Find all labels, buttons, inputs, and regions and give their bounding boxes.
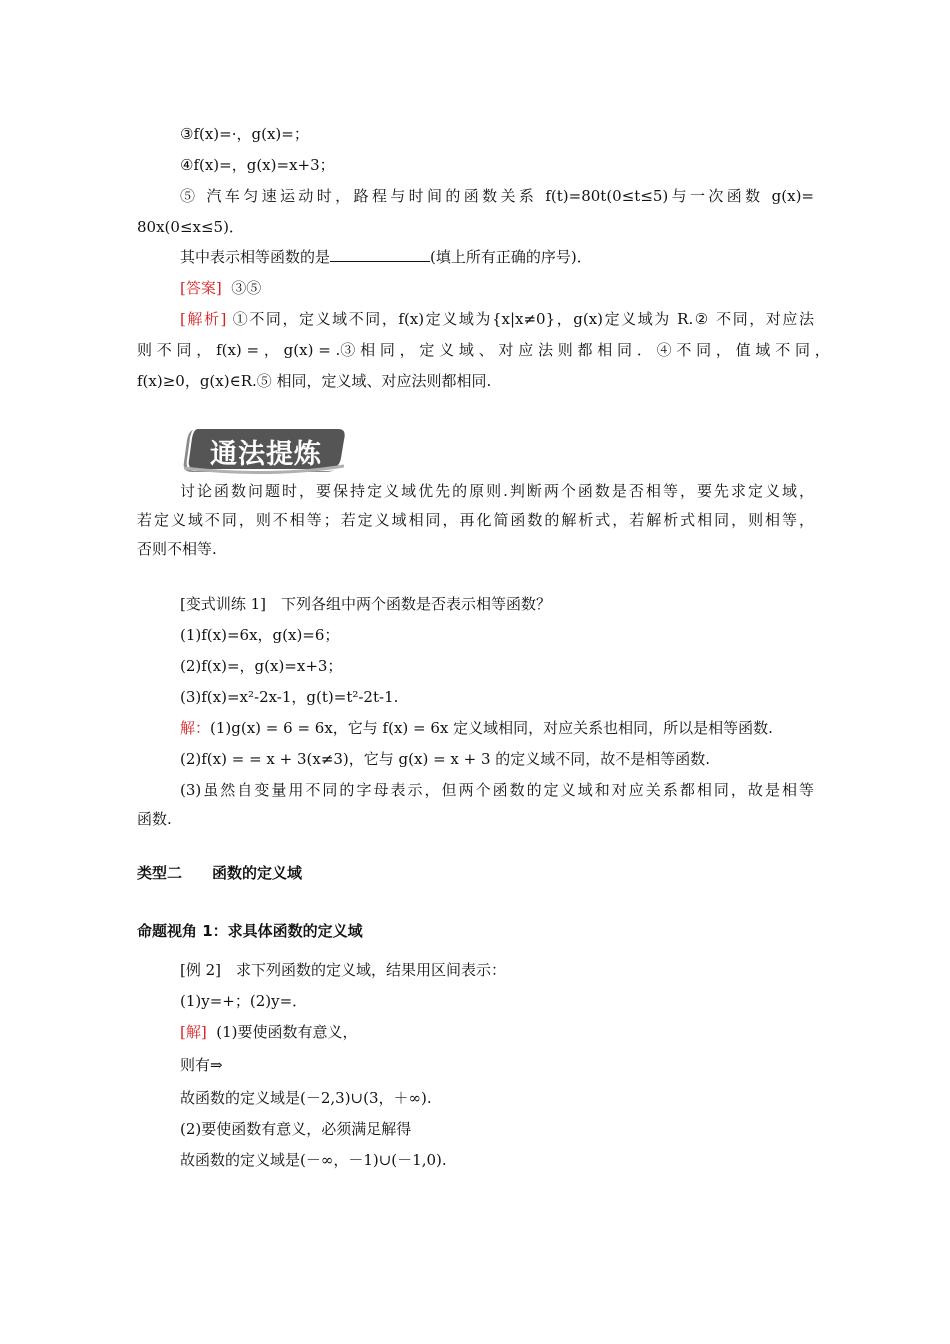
angle-heading: 命题视角 1：求具体函数的定义域 (137, 922, 363, 940)
analysis-line2: 则 不 同 ， f(x) = ， g(x) = .③ 相 同 ， 定 义 域 、 对 应 法 则 都 相 同 ． ④ 不 同 ， 值 域 不 同 ， (137, 341, 830, 359)
answer-line (180, 278, 261, 298)
item-3: ③f(x)=·，g(x)=； (180, 125, 309, 143)
method-line3: 否则不相等. (137, 540, 217, 558)
answer-label: [答案] (180, 279, 222, 297)
item-5-line1: ⑤ 汽车匀速运动时，路程与时间的函数关系 f(t)=80t(0≤t≤5)与一次函数 g(x)= (180, 187, 814, 205)
example-title: [例 2] 求下列函数的定义域，结果用区间表示： (180, 961, 507, 979)
method-line2: 若定义域不同，则不相等；若定义域相同，再化简函数的解析式，若解析式相同，则相等， (137, 511, 814, 529)
answer-text: ③⑤ (231, 279, 262, 297)
item-4: ④f(x)=，g(x)=x+3； (180, 156, 335, 174)
exercise-solution3-line2: 函数. (137, 810, 172, 828)
exercise-solution3-line1: (3)虽然自变量用不同的字母表示，但两个函数的定义域和对应关系都相同，故是相等 (180, 781, 814, 799)
example-parts: (1)y=+；(2)y=． (180, 992, 308, 1010)
example-solution2: 则有⇒ (180, 1056, 223, 1074)
question-line (180, 247, 592, 267)
example-solution1-text: (1)要使函数有意义， (216, 1023, 358, 1041)
solution-label: 解： (180, 719, 211, 737)
exercise-part2: (2)f(x)=，g(x)=x+3； (180, 657, 343, 675)
example-solution5: 故函数的定义域是(－∞，－1)∪(－1,0). (180, 1151, 447, 1169)
example-solution3: 故函数的定义域是(－2,3)∪(3，＋∞). (180, 1089, 432, 1107)
example-solution1 (180, 1022, 358, 1042)
example-solution-label: [解] (180, 1023, 207, 1041)
exercise-part1: (1)f(x)=6x，g(x)=6； (180, 626, 340, 644)
question-suffix: (填上所有正确的序号)． (430, 248, 592, 266)
example-solution4: (2)要使函数有意义，必须满足解得 (180, 1120, 412, 1138)
type-heading: 类型二 函数的定义域 (137, 864, 303, 882)
banner-title: 通法提炼 (210, 438, 322, 470)
exercise-solution1 (180, 718, 773, 738)
answer-blank (330, 247, 430, 262)
exercise-title: [变式训练 1] 下列各组中两个函数是否表示相等函数？ (180, 595, 552, 613)
item-5-line2: 80x(0≤x≤5)． (137, 218, 244, 236)
analysis-line3: f(x)≥0，g(x)∈R.⑤ 相同，定义域、对应法则都相同. (137, 372, 492, 390)
analysis-text1: ①不同，定义域不同，f(x)定义域为{x|x≠0}，g(x)定义域为 R.② 不同，对应法 (232, 310, 814, 328)
analysis-line1 (180, 309, 814, 329)
exercise-solution2: (2)f(x) = = x + 3(x≠3)，它与 g(x) = x + 3 的定义域不同，故不是相等函数. (180, 750, 711, 768)
analysis-label: [解析] (180, 310, 227, 328)
method-line1: 讨论函数问题时，要保持定义域优先的原则.判断两个函数是否相等，要先求定义域， (180, 482, 814, 500)
solution1-text: (1)g(x) = 6 = 6x，它与 f(x) = 6x 定义域相同，对应关系也相同，所以是相等函数. (210, 719, 773, 737)
exercise-part3: (3)f(x)=x²-2x-1，g(t)=t²-2t-1. (180, 688, 399, 706)
question-prefix: 其中表示相等函数的是 (180, 248, 331, 266)
method-banner (180, 424, 348, 478)
